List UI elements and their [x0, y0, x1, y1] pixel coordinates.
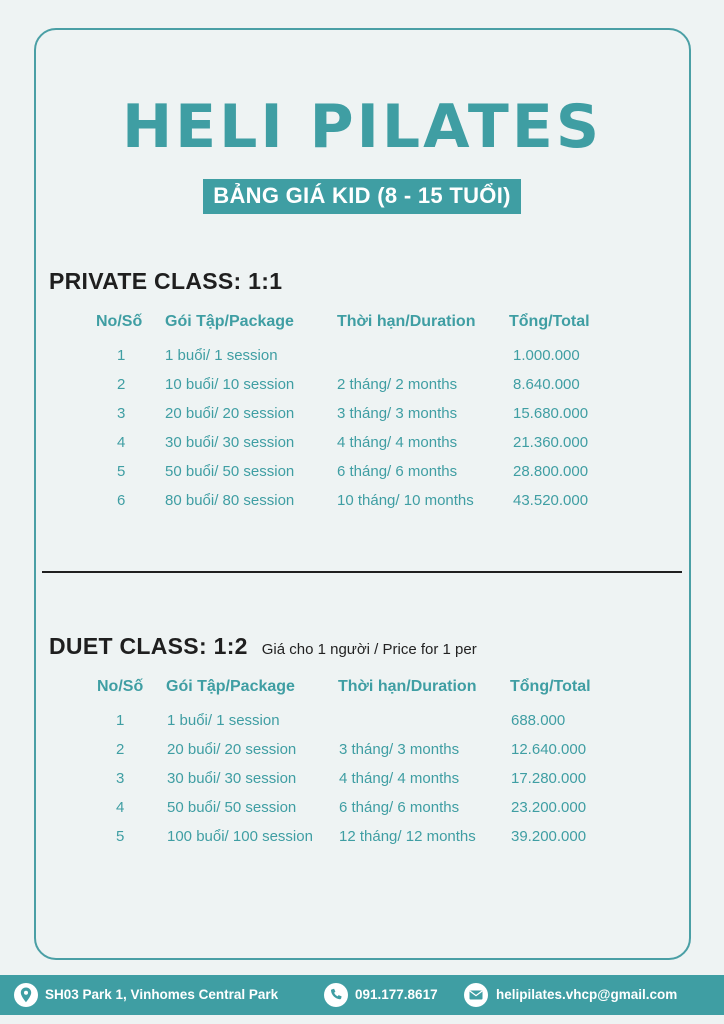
private-cell-no: 4 [117, 434, 126, 451]
duet-cell-total: 17.280.000 [511, 770, 587, 787]
private-header-duration: Thời hạn/Duration [337, 313, 476, 330]
duet-cell-duration: 3 tháng/ 3 months [339, 741, 460, 758]
private-cell-no: 6 [117, 492, 126, 509]
duet-cell-duration: 4 tháng/ 4 months [339, 770, 460, 787]
duet-cell-total: 39.200.000 [511, 828, 587, 845]
private-header-package: Gói Tập/Package [165, 313, 294, 330]
private-cell-total: 15.680.000 [513, 405, 589, 422]
private-class-title: PRIVATE CLASS: 1:1 [49, 268, 283, 294]
private-cell-duration: 6 tháng/ 6 months [337, 463, 458, 480]
duet-cell-duration: 6 tháng/ 6 months [339, 799, 460, 816]
private-cell-package: 80 buổi/ 80 session [165, 492, 295, 509]
private-cell-total: 21.360.000 [513, 434, 589, 451]
contact-footer [0, 975, 724, 1015]
private-cell-duration: 10 tháng/ 10 months [337, 492, 474, 509]
duet-cell-no: 4 [116, 799, 125, 816]
footer-address: SH03 Park 1, Vinhomes Central Park [45, 987, 279, 1002]
duet-class-heading: DUET CLASS: 1:2 [49, 633, 248, 659]
private-cell-no: 3 [117, 405, 126, 422]
private-cell-package: 50 buổi/ 50 session [165, 463, 295, 480]
duet-header-package: Gói Tập/Package [166, 678, 295, 695]
duet-price-note: Giá cho 1 người / Price for 1 per [261, 641, 477, 658]
duet-cell-total: 688.000 [511, 712, 566, 729]
private-cell-duration: 4 tháng/ 4 months [337, 434, 458, 451]
footer-email[interactable]: helipilates.vhcp@gmail.com [496, 987, 678, 1002]
private-cell-total: 8.640.000 [513, 376, 580, 393]
duet-cell-no: 3 [116, 770, 125, 787]
duet-class-title [49, 633, 477, 660]
private-cell-duration: 2 tháng/ 2 months [337, 376, 458, 393]
private-cell-no: 2 [117, 376, 126, 393]
duet-header-total: Tổng/Total [510, 678, 591, 695]
duet-cell-package: 100 buổi/ 100 session [167, 828, 313, 845]
duet-cell-total: 12.640.000 [511, 741, 587, 758]
duet-cell-no: 2 [116, 741, 125, 758]
duet-cell-package: 1 buổi/ 1 session [167, 712, 280, 729]
private-cell-package: 30 buổi/ 30 session [165, 434, 295, 451]
duet-cell-no: 5 [116, 828, 125, 845]
private-header-total: Tổng/Total [509, 313, 590, 330]
private-cell-package: 1 buổi/ 1 session [165, 347, 278, 364]
private-cell-no: 1 [117, 347, 126, 364]
subtitle-banner: BẢNG GIÁ KID (8 - 15 TUỔI) [203, 179, 520, 214]
brand-title: HELI PILATES [121, 92, 603, 162]
email-icon [464, 983, 488, 1007]
duet-cell-no: 1 [116, 712, 125, 729]
private-cell-package: 20 buổi/ 20 session [165, 405, 295, 422]
duet-cell-package: 20 buổi/ 20 session [167, 741, 297, 758]
private-cell-duration: 3 tháng/ 3 months [337, 405, 458, 422]
duet-cell-package: 50 buổi/ 50 session [167, 799, 297, 816]
private-cell-no: 5 [117, 463, 126, 480]
duet-header-no: No/Số [97, 678, 144, 695]
footer-phone[interactable]: 091.177.8617 [355, 987, 438, 1002]
duet-header-duration: Thời hạn/Duration [338, 678, 477, 695]
private-cell-total: 1.000.000 [513, 347, 580, 364]
private-cell-total: 43.520.000 [513, 492, 589, 509]
duet-cell-total: 23.200.000 [511, 799, 587, 816]
section-divider [42, 571, 682, 573]
private-cell-total: 28.800.000 [513, 463, 589, 480]
duet-cell-package: 30 buổi/ 30 session [167, 770, 297, 787]
private-cell-package: 10 buổi/ 10 session [165, 376, 295, 393]
duet-cell-duration: 12 tháng/ 12 months [339, 828, 476, 845]
location-pin-icon [14, 983, 38, 1007]
phone-icon [324, 983, 348, 1007]
private-header-no: No/Số [96, 313, 143, 330]
